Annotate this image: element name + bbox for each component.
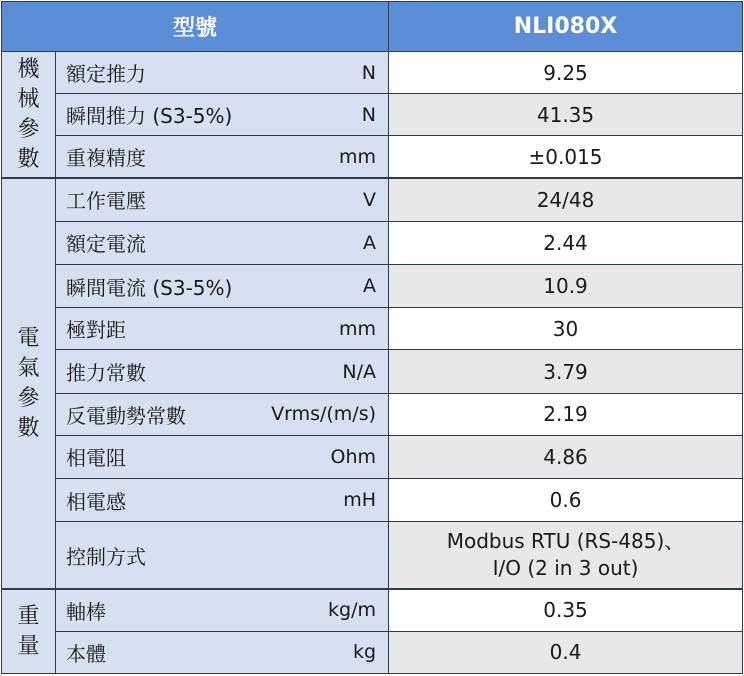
row-item: 反電動勢常數 [56, 393, 256, 435]
row-unit: N/A [256, 350, 389, 393]
row-value-line: Modbus RTU (RS-485)、 [446, 529, 685, 554]
row-value [389, 522, 743, 589]
table-row [2, 350, 743, 393]
row-value: 2.19 [389, 393, 743, 435]
row-item: 瞬間推力 (S3-5%) [56, 94, 256, 136]
group-char: 機 [17, 56, 40, 82]
row-unit: kg/m [256, 589, 389, 631]
table-row [2, 589, 743, 631]
row-item: 控制方式 [56, 522, 256, 589]
row-unit: V [256, 178, 389, 221]
table-row [2, 52, 743, 94]
spec-table [1, 1, 743, 674]
row-item: 重複精度 [56, 136, 256, 178]
table-row [2, 265, 743, 308]
row-unit: mm [256, 136, 389, 178]
row-value: 2.44 [389, 221, 743, 264]
model-label: 型號 [2, 2, 389, 52]
row-value: 24/48 [389, 178, 743, 221]
group-char: 數 [17, 415, 40, 441]
group-char: 電 [17, 325, 40, 351]
model-value: NLI080X [389, 2, 743, 52]
table-row [2, 94, 743, 136]
row-unit: N [256, 52, 389, 94]
row-unit: mm [256, 308, 389, 350]
table-row [2, 435, 743, 478]
group-weight-label [2, 589, 56, 673]
group-char: 參 [17, 385, 40, 411]
row-item: 極對距 [56, 308, 256, 350]
table-row [2, 631, 743, 673]
group-char: 數 [17, 146, 40, 172]
row-item: 工作電壓 [56, 178, 256, 221]
table-row [2, 479, 743, 522]
group-mechanical-label [2, 52, 56, 179]
row-unit: Vrms/(m/s) [256, 393, 389, 435]
table-row [2, 393, 743, 435]
row-item: 瞬間電流 (S3-5%) [56, 265, 256, 308]
table-row [2, 308, 743, 350]
row-value: 0.6 [389, 479, 743, 522]
row-value: 0.35 [389, 589, 743, 631]
row-value: 9.25 [389, 52, 743, 94]
header-row [2, 2, 743, 52]
row-unit: A [256, 265, 389, 308]
row-item: 相電阻 [56, 435, 256, 478]
group-electrical-label [2, 178, 56, 589]
table-row [2, 136, 743, 178]
row-value: 30 [389, 308, 743, 350]
row-value: 3.79 [389, 350, 743, 393]
row-value: 41.35 [389, 94, 743, 136]
row-unit: Ohm [256, 435, 389, 478]
table-row [2, 221, 743, 264]
row-item: 軸棒 [56, 589, 256, 631]
row-unit: mH [256, 479, 389, 522]
group-char: 械 [17, 86, 40, 112]
row-item: 本體 [56, 631, 256, 673]
row-value: 4.86 [389, 435, 743, 478]
table-row [2, 522, 743, 589]
row-value: 0.4 [389, 631, 743, 673]
row-unit: A [256, 221, 389, 264]
group-char: 重 [17, 603, 40, 629]
row-unit [256, 522, 389, 589]
row-item: 相電感 [56, 479, 256, 522]
row-value-line: I/O (2 in 3 out) [492, 556, 639, 581]
row-item: 額定電流 [56, 221, 256, 264]
row-unit: N [256, 94, 389, 136]
table-row [2, 178, 743, 221]
row-item: 推力常數 [56, 350, 256, 393]
group-char: 氣 [17, 355, 40, 381]
row-value: ±0.015 [389, 136, 743, 178]
group-char: 量 [17, 633, 40, 659]
row-item: 額定推力 [56, 52, 256, 94]
row-value: 10.9 [389, 265, 743, 308]
group-char: 參 [17, 116, 40, 142]
row-unit: kg [256, 631, 389, 673]
